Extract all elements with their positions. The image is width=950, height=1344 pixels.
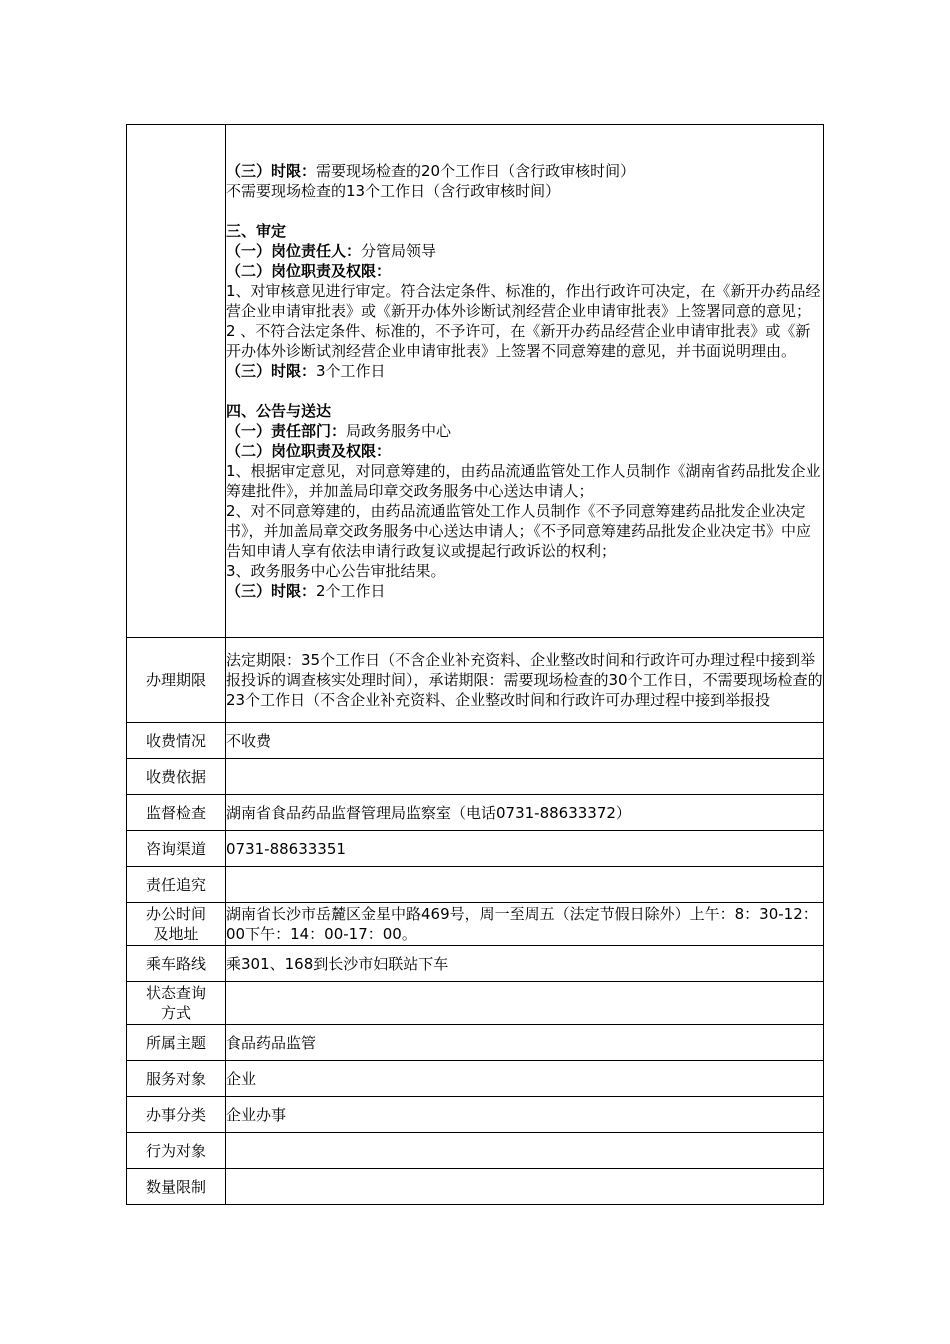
sec3-paragraph-2: 2 、不符合法定条件、标准的，不予许可，在《新开办药品经营企业申请审批表》或《新开办体外诊断试剂经营企业申请审批表》上签署不同意筹建的意见，并书面说明理由。	[226, 322, 811, 360]
table-row	[127, 1025, 824, 1061]
table-row	[127, 795, 824, 831]
table-row	[127, 903, 824, 946]
row-label: 所属主题	[127, 1025, 226, 1061]
row-value-liability	[226, 867, 824, 903]
row-label: 办事分类	[127, 1097, 226, 1133]
sec3-title: 三、审定	[226, 222, 287, 240]
row-label: 行为对象	[127, 1133, 226, 1169]
table-row	[127, 867, 824, 903]
table-row	[127, 723, 824, 759]
row-value-category: 企业办事	[226, 1097, 824, 1133]
table-row	[127, 1133, 824, 1169]
sec3-responsible: （一）岗位责任人：分管局领导	[226, 242, 437, 260]
row-value-target: 企业	[226, 1061, 824, 1097]
table-row	[127, 1097, 824, 1133]
row-value-fee-basis	[226, 759, 824, 795]
row-label: 办理期限	[127, 638, 226, 723]
row-label: 状态查询 方式	[127, 982, 226, 1025]
row-value-quantity	[226, 1169, 824, 1205]
row-value-fee: 不收费	[226, 723, 824, 759]
sec4-paragraph-2: 2、对不同意筹建的，由药品流通监管处工作人员制作《不予同意筹建药品批发企业决定书》，并加盖局章交政务服务中心送达申请人；《不予同意筹建药品批发企业决定书》中应告知申请人享有依法申请行政复议或提起行政诉讼的权利；	[226, 502, 812, 560]
sec4-responsible: （一）责任部门：局政务服务中心	[226, 422, 452, 440]
row-value-period: 法定期限：35个工作日（不含企业补充资料、企业整改时间和行政许可办理过程中接到举报投诉的调查核实处理时间），承诺期限：需要现场检查的30个工作日，不需要现场检查的23个工作日（不含企业补充资料、企业整改时间和行政许可办理过程中接到举报投	[226, 638, 824, 723]
sec3-limit: （三）时限：3个工作日	[226, 362, 386, 380]
table-row	[127, 946, 824, 982]
sec2-limit-2: 不需要现场检查的13个工作日（含行政审核时间）	[226, 182, 561, 200]
service-info-table	[126, 124, 824, 1205]
sec4-paragraph-1: 1、根据审定意见，对同意筹建的，由药品流通监管处工作人员制作《湖南省药品批发企业筹建批件》，并加盖局印章交政务服务中心送达申请人；	[226, 462, 821, 500]
row-value-office: 湖南省长沙市岳麓区金星中路469号，周一至周五（法定节假日除外）上午：8：30-12：00下午：14：00-17：00。	[226, 903, 824, 946]
continuation-row	[127, 125, 824, 638]
sec4-duty-label: （二）岗位职责及权限：	[226, 442, 392, 460]
spacer	[226, 201, 823, 221]
row-label: 办公时间 及地址	[127, 903, 226, 946]
spacer	[226, 381, 823, 401]
row-value-consult: 0731-88633351	[226, 831, 824, 867]
row-label: 数量限制	[127, 1169, 226, 1205]
row-label: 乘车路线	[127, 946, 226, 982]
row-label: 收费情况	[127, 723, 226, 759]
row-value-status	[226, 982, 824, 1025]
procedure-continuation	[226, 125, 824, 638]
row-value-act-target	[226, 1133, 824, 1169]
sec3-duty-label: （二）岗位职责及权限：	[226, 262, 392, 280]
table-row	[127, 1169, 824, 1205]
table-row	[127, 982, 824, 1025]
table-row	[127, 638, 824, 723]
continuation-label-cell	[127, 125, 226, 638]
row-label: 收费依据	[127, 759, 226, 795]
sec2-limit: （三）时限：需要现场检查的20个工作日（含行政审核时间）	[226, 162, 636, 180]
row-label: 咨询渠道	[127, 831, 226, 867]
row-value-supervision: 湖南省食品药品监督管理局监察室（电话0731-88633372）	[226, 795, 824, 831]
table-row	[127, 759, 824, 795]
table-row	[127, 1061, 824, 1097]
sec4-title: 四、公告与送达	[226, 402, 332, 420]
row-value-topic: 食品药品监管	[226, 1025, 824, 1061]
table-row	[127, 831, 824, 867]
sec4-limit: （三）时限：2个工作日	[226, 582, 386, 600]
row-label: 责任追究	[127, 867, 226, 903]
sec4-paragraph-3: 3、政务服务中心公告审批结果。	[226, 562, 446, 580]
row-value-bus: 乘301、168到长沙市妇联站下车	[226, 946, 824, 982]
row-label: 监督检查	[127, 795, 226, 831]
row-label: 服务对象	[127, 1061, 226, 1097]
sec3-paragraph-1: 1、对审核意见进行审定。符合法定条件、标准的，作出行政许可决定，在《新开办药品经营企业申请审批表》或《新开办体外诊断试剂经营企业申请审批表》上签署同意的意见；	[226, 282, 821, 320]
